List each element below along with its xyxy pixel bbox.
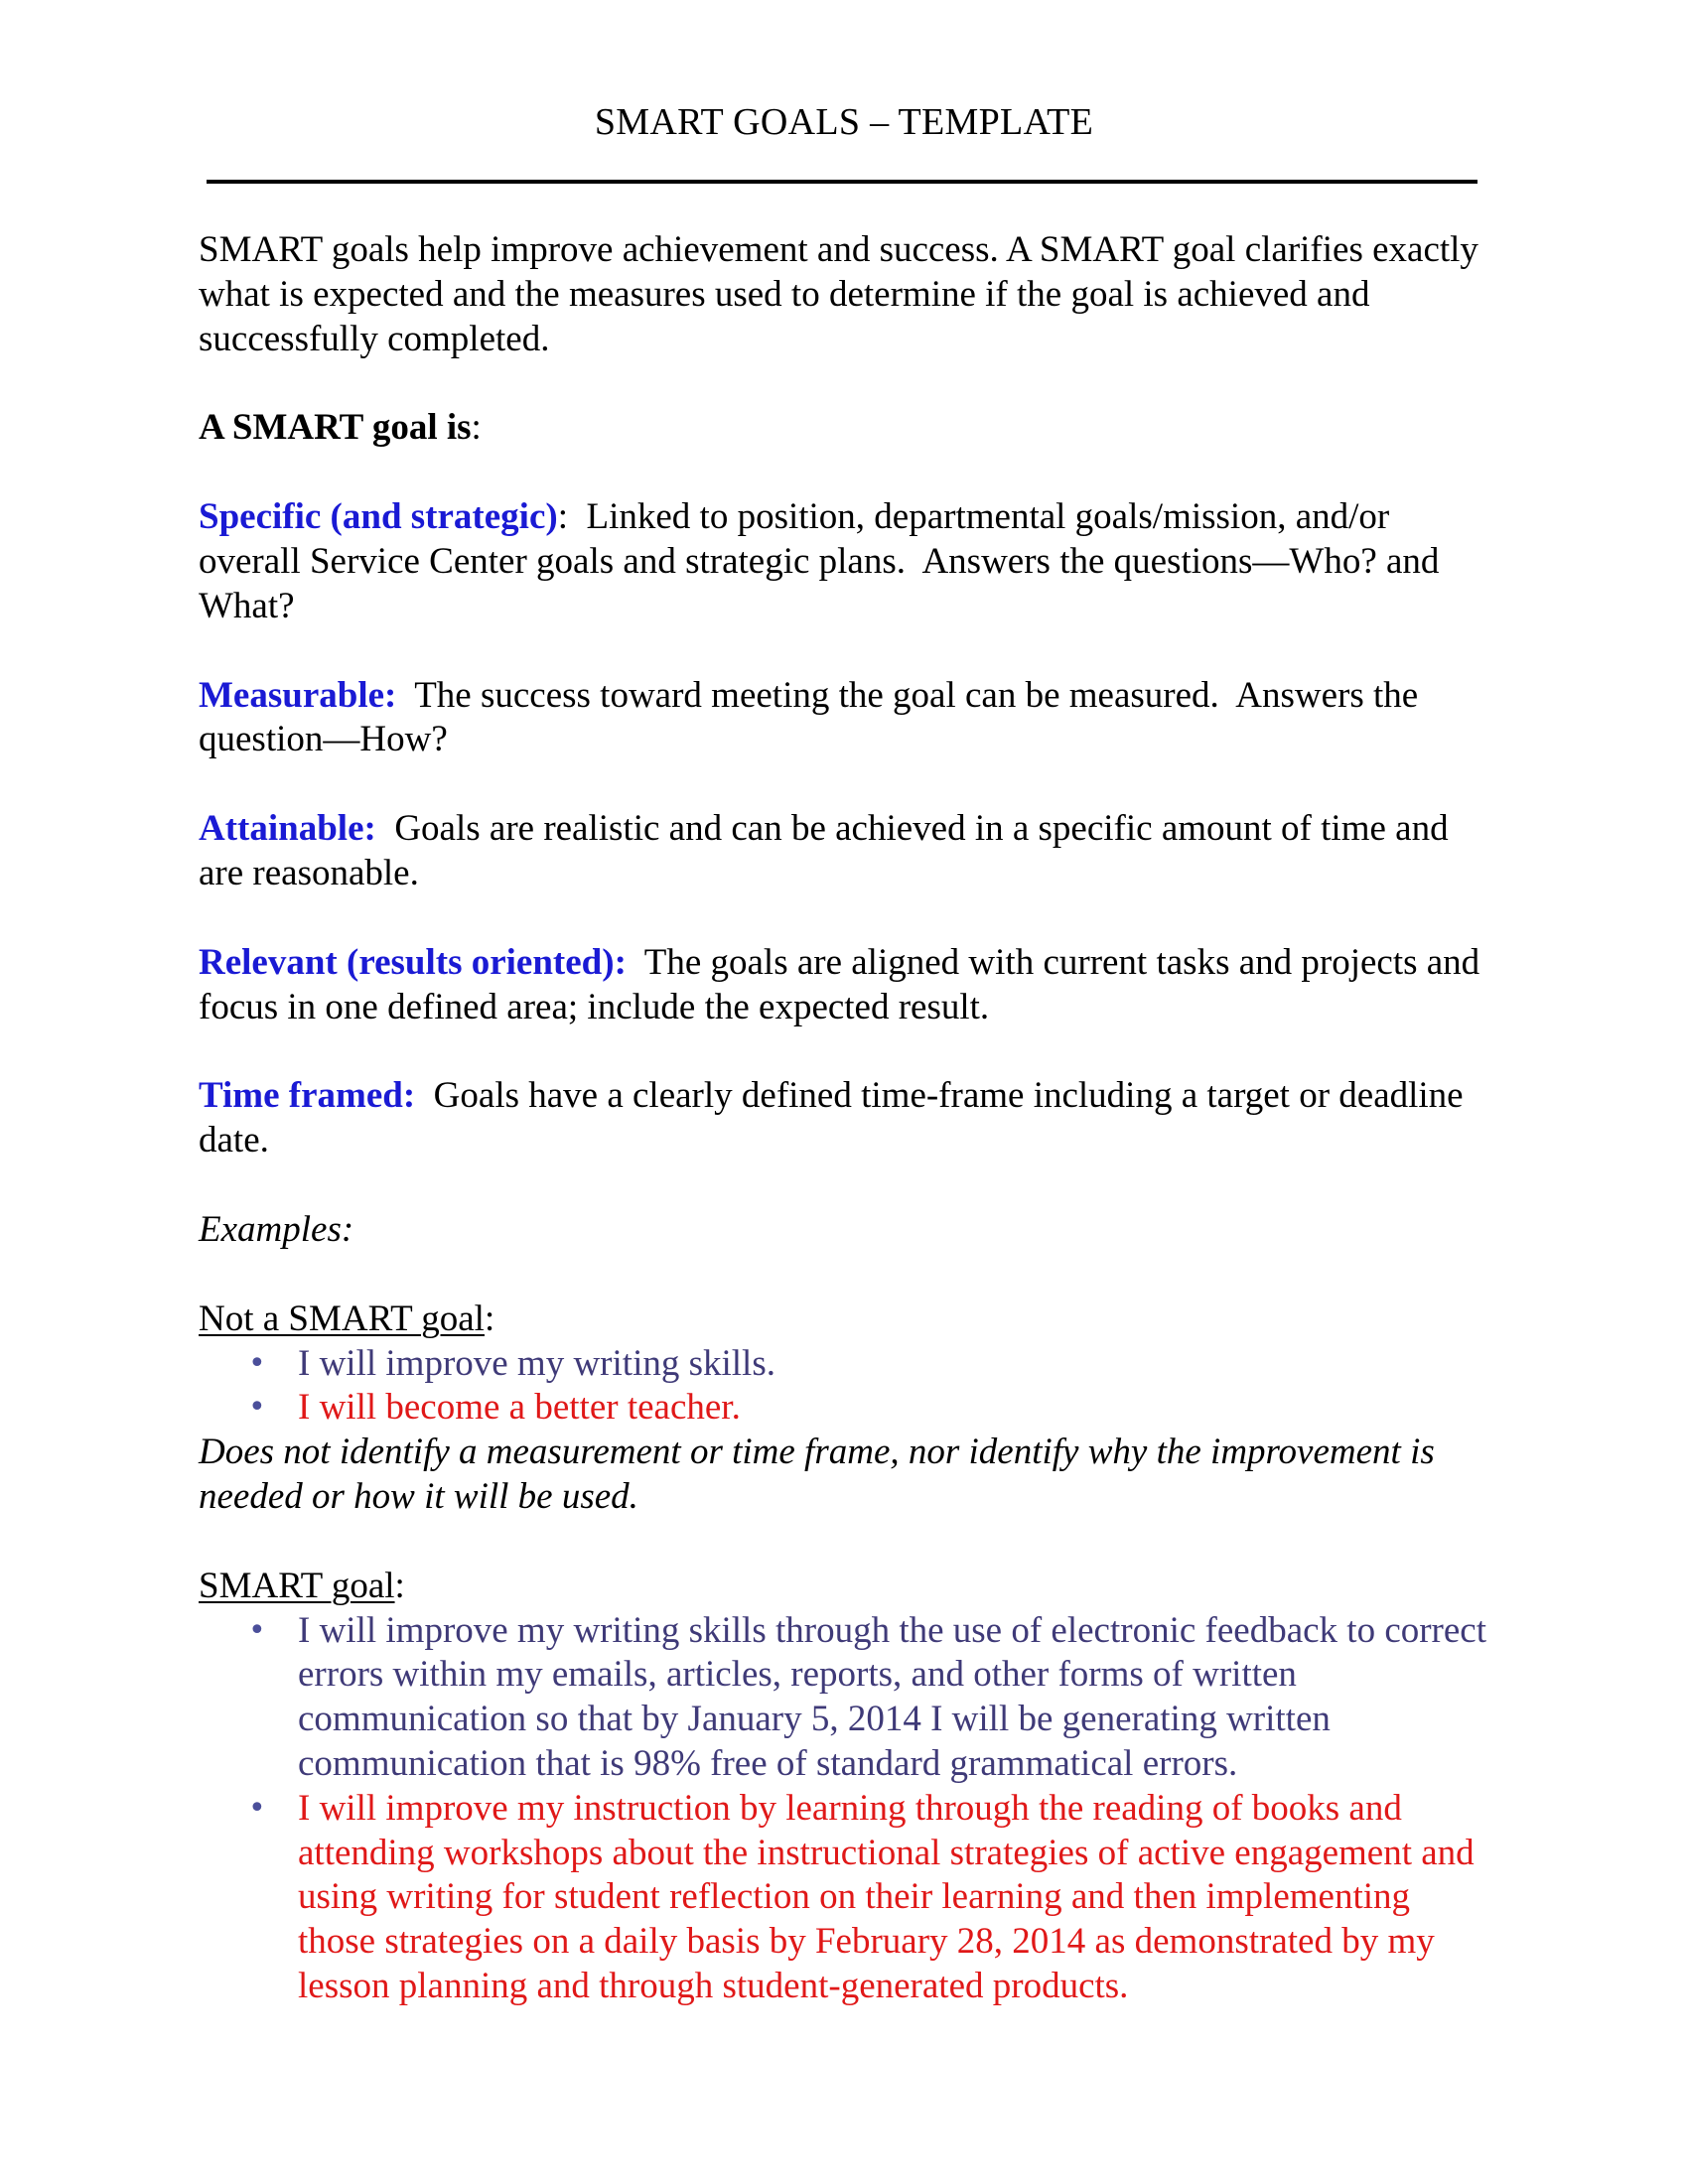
criterion-description: Linked to position, departmental goals/mission, and/or overall Service Center goals and strategic plans. Answers the questions—Who? and What?	[199, 496, 1449, 626]
criterion-term: Relevant (results oriented):	[199, 941, 627, 983]
not-smart-heading	[199, 1297, 1489, 1342]
criterion-time-framed	[199, 1074, 1489, 1163]
criterion-measurable	[199, 674, 1489, 763]
examples-label: Examples:	[199, 1208, 354, 1250]
definition-heading-colon: :	[471, 407, 482, 449]
smart-label: SMART goal	[199, 1565, 395, 1606]
bullet-icon: •	[248, 1345, 266, 1381]
list-item	[199, 1342, 1489, 1387]
list-item-text: I will improve my writing skills.	[298, 1342, 775, 1384]
document-body	[199, 228, 1489, 2009]
bullet-icon: •	[248, 1612, 266, 1648]
criterion-specific	[199, 495, 1489, 628]
smart-list	[199, 1609, 1489, 2009]
criterion-term: Specific (and strategic)	[199, 496, 558, 538]
criterion-relevant	[199, 941, 1489, 1030]
bullet-icon: •	[248, 1390, 266, 1426]
criterion-separator: :	[557, 496, 568, 538]
not-smart-colon: :	[484, 1297, 495, 1339]
title-underline-rule	[207, 180, 1477, 184]
list-item-text: I will improve my instruction by learning through the reading of books and attending workshops about the instructional strategies of active engagement and using writing for student reflection on their learning and then implementing those strategies on a daily basis by February 28, 2014 as demonstrated by my lesson planning and through student-generated products.	[298, 1787, 1475, 2006]
definition-heading	[199, 406, 1489, 451]
criterion-attainable	[199, 807, 1489, 896]
list-item	[199, 1386, 1489, 1431]
not-smart-label: Not a SMART goal	[199, 1297, 485, 1339]
criterion-description: Goals are realistic and can be achieved in a specific amount of time and are reasonable.	[199, 808, 1458, 893]
list-item	[199, 1609, 1489, 1787]
criterion-description: Goals have a clearly defined time-frame including a target or deadline date.	[199, 1075, 1473, 1161]
criterion-description: The success toward meeting the goal can be measured. Answers the question—How?	[199, 674, 1428, 760]
smart-colon: :	[394, 1565, 405, 1606]
not-smart-list	[199, 1342, 1489, 1432]
list-item-text: I will become a better teacher.	[298, 1387, 741, 1429]
list-item-text: I will improve my writing skills through the use of electronic feedback to correct errors within my emails, articles, reports, and other forms of written communication so that by January 5, 2014 I will be generating written communication that is 98% free of standard grammatical errors.	[298, 1609, 1487, 1784]
criterion-description: The goals are aligned with current tasks and projects and focus in one defined area; include the expected result.	[199, 941, 1489, 1027]
criterion-term: Measurable:	[199, 674, 397, 716]
intro-paragraph: SMART goals help improve achievement and success. A SMART goal clarifies exactly what is expected and the measures used to determine if the goal is achieved and successfully completed.	[199, 229, 1478, 359]
criterion-term: Attainable:	[199, 808, 376, 850]
bullet-icon: •	[248, 1790, 266, 1826]
list-item	[199, 1787, 1489, 2009]
not-smart-note: Does not identify a measurement or time frame, nor identify why the improvement is needed or how it will be used.	[199, 1432, 1435, 1517]
criterion-term: Time framed:	[199, 1075, 416, 1117]
definition-heading-text: A SMART goal is	[199, 407, 472, 449]
page-title: SMART GOALS – TEMPLATE	[594, 101, 1094, 143]
smart-heading	[199, 1565, 1489, 1609]
